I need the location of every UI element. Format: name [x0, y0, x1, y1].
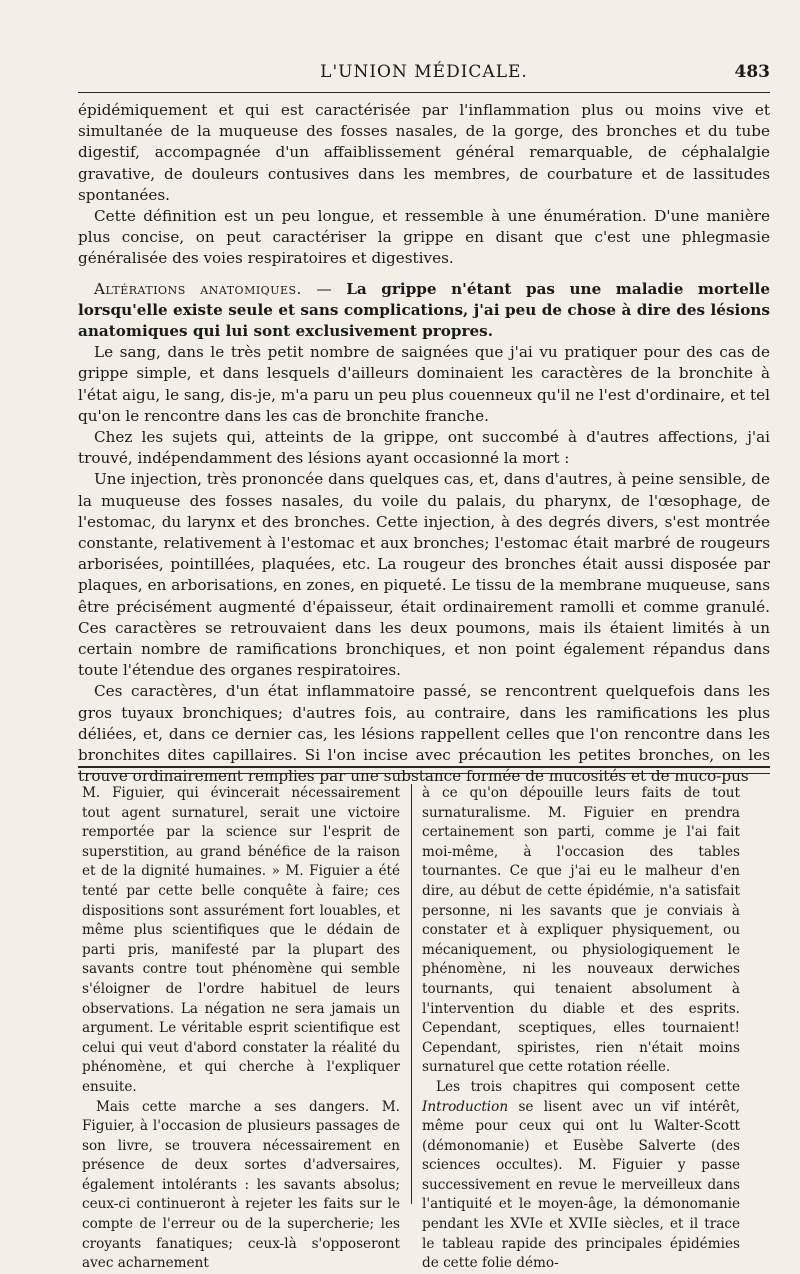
feuilleton-paragraph: à ce qu'on dépouille leurs faits de tout surnaturalisme. M. Figuier en prendra certainement son parti, comme je l'ai fait moi-même, à l'occasion des tables tournantes. Ce que j'ai eu le malheur d'en dire, au début de cette épidémie, n'a satisfait personne, ni les savants que je conviais à constater et à expliquer physiquement, ou mécaniquement, ou physiologiquement le phénomène, ni les nouveaux derwiches tournants, qui tenaient absolument à l'intervention du diable et des esprits. Cependant, sceptiques, elles tournaient! Cependant, spiristes, rien n'était moins surnaturel que cette rotation réelle. — [422, 785, 740, 1076]
running-title: L'UNION MÉDICALE. — [320, 62, 528, 82]
text-after-title: se lisent avec un vif intérêt, même pour ceux qui ont lu Walter-Scott (démonomanie) et Eusèbe Salverte (des sciences occultes). M. Figuier y passe successivement en revue le merveilleux dans l'antiquité et le moyen-âge, la démonomanie pendant les XVIe et XVIIe siècles, et il trace le tableau rapide des principales épidémies de cette folie démo- — [422, 1098, 740, 1272]
paragraph-subjects: Chez les sujets qui, atteints de la grippe, ont succombé à d'autres affections, j'ai trouvé, indépendamment des lésions ayant occasionné la mort : — [78, 428, 770, 468]
paragraph-definition-comment: Cette définition est un peu longue, et ressemble à une énumération. D'une manière plus concise, on peut caractériser la grippe en disant que c'est une phlegmasie généralisée des voies respiratoires et digestives. — [78, 207, 770, 268]
feuilleton-left-column — [82, 784, 400, 1274]
book-section-title: Introduction — [422, 1098, 509, 1115]
paragraph-anatomical-alterations — [78, 279, 770, 343]
paragraph-blood: Le sang, dans le très petit nombre de saignées que j'ai vu pratiquer pour des cas de grippe simple, et dans lesquels d'ailleurs dominaient les caractères de la bronchite à l'état aigu, le sang, dis-je, m'a paru un peu plus couenneux qu'il ne l'est d'ordinaire, et tel qu'on le rencontre dans les cas de bronchite franche. — [78, 343, 770, 425]
column-divider — [411, 784, 412, 1204]
section-heading: Altérations anatomiques. — — [94, 279, 333, 298]
page-header — [78, 62, 770, 88]
page-number: 483 — [734, 62, 770, 82]
section-intro-text: La grippe n'étant pas une maladie mortelle lorsqu'elle existe seule et sans complications, j'ai peu de chose à dire des lésions anatomiques qui lui sont exclusivement propres. — [78, 279, 770, 341]
paragraph-injection: Une injection, très prononcée dans quelques cas, et, dans d'autres, à peine sensible, de la muqueuse des fosses nasales, du voile du palais, du pharynx, de l'œsophage, de l'estomac, du larynx et des bronches. Cette injection, à des degrés divers, s'est montrée constante, relativement à l'estomac et aux bronches; l'estomac était marbré de rougeurs arborisées, pointillées, plaquées, etc. La rougeur des bronches était aussi disposée par plaques, en arborisations, en zones, en piqueté. Le tissu de la membrane muqueuse, sans être précisément augmenté d'épaisseur, était ordinairement ramolli et comme granulé. Ces caractères se retrouvaient dans les deux poumons, mais ils étaient limités à un certain nombre de ramifications bronchiques, et non point également répandus dans toute l'étendue des organes respiratoires. — [78, 470, 770, 680]
feuilleton-paragraph: Mais cette marche a ses dangers. M. Figuier, à l'occasion de plusieurs passages de son livre, se trouvera nécessairement en présence de deux sortes d'adversaires, également intolérants : les savants absolus; ceux-ci continueront à rejeter les faits sur le compte de l'erreur ou de la supercherie; les croyants fanatiques; ceux-là s'opposeront avec acharnement — [82, 1098, 400, 1272]
header-rule — [78, 92, 770, 93]
paragraph-definition-end: épidémiquement et qui est caractérisée par l'inflammation plus ou moins vive et simultanée de la muqueuse des fosses nasales, de la gorge, des bronches et du tube digestif, accompagnée d'un affaiblissement général remarquable, de céphalalgie gravative, de douleurs contusives dans les membres, de courbature et de lassitudes spontanées. — [78, 101, 770, 204]
feuilleton-right-column — [422, 784, 740, 1274]
main-article — [78, 100, 770, 788]
feuilleton-paragraph: M. Figuier, qui évincerait nécessairement tout agent surnaturel, serait une victoire remportée par la science sur l'esprit de superstition, au grand bénéfice de la raison et de la dignité humaines. » M. Figuier a été tenté par cette belle conquête à faire; ces dispositions sont assurément fort louables, et même plus scientifiques que le dédain de parti pris, manifesté par la plupart des savants contre tout phénomène qui semble s'éloigner de l'ordre habituel de leurs observations. La négation ne sera jamais un argument. Le véritable esprit scientifique est celui qui veut d'abord constater la réalité du phénomène, et qui cherche à l'expliquer ensuite. — [82, 785, 400, 1095]
feuilleton-paragraph — [422, 1078, 740, 1274]
feuilleton-separator — [78, 766, 770, 774]
text-before-title: Les trois chapitres qui composent cette — [436, 1078, 740, 1095]
paragraph-characters: Ces caractères, d'un état inflammatoire passé, se rencontrent quelquefois dans les gros tuyaux bronchiques; d'autres fois, au contraire, dans les ramifications les plus déliées, et, dans ce dernier cas, les lésions rappellent celles que l'on rencontre dans les bronchites dites capillaires. Si l'on incise avec précaution les petites bronches, on les trouve ordinairement remplies par une substance formée de mucosités et de muco-pus — [78, 682, 770, 786]
